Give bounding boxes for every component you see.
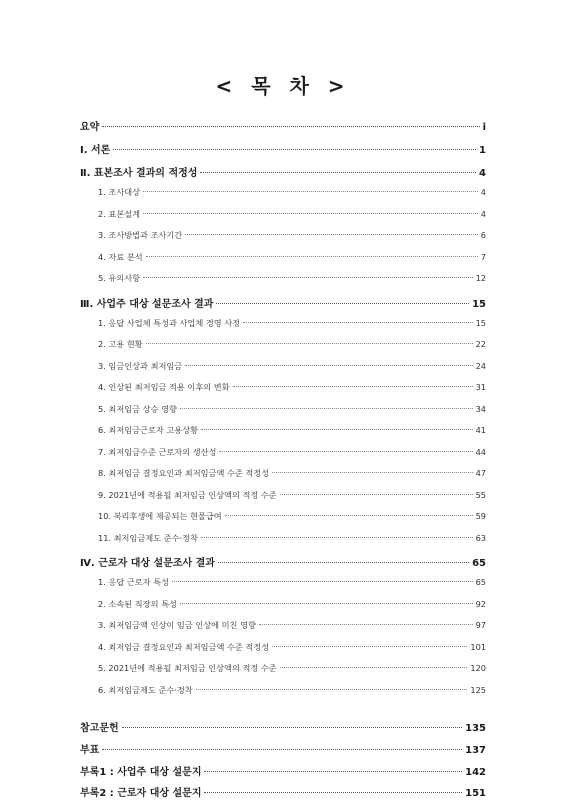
toc-entry-page: 24 xyxy=(475,360,486,371)
toc-subsection[interactable] xyxy=(80,273,486,295)
toc-entry-label: Ⅳ. 근로자 대상 설문조사 결과 xyxy=(80,558,215,569)
toc-entry-label: 부표 xyxy=(80,744,100,756)
page-title: < 목 차 > xyxy=(215,74,351,98)
toc-entry-label: 9. 2021년에 적용될 최저임금 인상액의 적정 수준 xyxy=(98,489,277,500)
toc-subsection[interactable] xyxy=(80,252,486,274)
toc-entry-page: 63 xyxy=(475,532,486,543)
toc-subsection[interactable] xyxy=(80,361,486,383)
dot-leader xyxy=(280,667,468,668)
toc-entry-page: 151 xyxy=(465,788,486,800)
toc-subsection[interactable] xyxy=(80,209,486,231)
dot-leader xyxy=(272,472,472,473)
toc-entry-label: 3. 임금인상과 최저임금 xyxy=(98,360,183,371)
toc-entry-page: 6 xyxy=(480,230,486,240)
dot-leader xyxy=(259,624,473,625)
toc-entry-page: 101 xyxy=(470,641,486,652)
toc-entry-label: 5. 2021년에 적용될 최저임금 인상액의 적정 수준 xyxy=(98,663,277,673)
toc-entry-label: 6. 최저임금제도 준수·정착 xyxy=(98,684,193,695)
toc-section[interactable] xyxy=(80,295,486,318)
toc-entry-label: 참고문헌 xyxy=(80,723,119,734)
toc-entry-label: 1. 응답 사업체 특성과 사업체 경영 사정 xyxy=(98,317,241,328)
dot-leader xyxy=(196,689,468,690)
toc-entry-page: 34 xyxy=(475,403,486,414)
section-gap xyxy=(80,706,486,719)
toc-entry-label: 10. 복리후생에 제공되는 현물급여 xyxy=(98,511,222,521)
toc-subsection[interactable] xyxy=(80,577,486,599)
toc-entry-label: 8. 최저임금 결정요인과 최저임금액 수준 적정성 xyxy=(98,468,270,478)
toc-entry-label: 4. 최저임금 결정요인과 최저임금액 수준 적정성 xyxy=(98,641,270,652)
toc-entry-label: 5. 최저임금 상승 영향 xyxy=(98,403,177,414)
dot-leader xyxy=(143,277,473,278)
dot-leader xyxy=(122,727,462,728)
toc-subsection[interactable] xyxy=(80,425,486,447)
dot-leader xyxy=(102,126,479,127)
toc-entry-page: 31 xyxy=(475,382,486,392)
table-of-contents xyxy=(80,118,486,806)
toc-end-matter[interactable] xyxy=(80,784,486,806)
toc-entry-label: 7. 최저임금수준 근로자의 생산성 xyxy=(98,446,217,457)
toc-subsection[interactable] xyxy=(80,447,486,469)
toc-end-matter[interactable] xyxy=(80,741,486,763)
toc-subsection[interactable] xyxy=(80,620,486,642)
toc-section[interactable] xyxy=(80,554,486,577)
toc-entry-page: 4 xyxy=(480,187,486,197)
dot-leader xyxy=(204,771,462,772)
toc-entry-label: 1. 응답 근로자 특성 xyxy=(98,577,169,587)
toc-entry-page: 55 xyxy=(475,489,486,500)
dot-leader xyxy=(102,749,462,750)
toc-entry-label: 부록2 : 근로자 대상 설문지 xyxy=(80,788,202,800)
dot-leader xyxy=(185,365,472,366)
toc-entry-label: 4. 인상된 최저임금 적용 이후의 변화 xyxy=(98,382,230,392)
toc-subsection[interactable] xyxy=(80,511,486,533)
dot-leader xyxy=(113,149,476,150)
toc-section[interactable] xyxy=(80,164,486,187)
dot-leader xyxy=(204,792,462,793)
toc-subsection[interactable] xyxy=(80,187,486,209)
toc-subsection[interactable] xyxy=(80,490,486,512)
toc-entry-page: 4 xyxy=(480,208,486,219)
toc-entry-label: 요약 xyxy=(80,122,100,133)
toc-entry-page: 65 xyxy=(475,577,486,587)
toc-entry-page: 59 xyxy=(475,511,486,521)
dot-leader xyxy=(146,256,478,257)
toc-entry-page: 65 xyxy=(472,558,486,569)
toc-entry-page: i xyxy=(482,122,486,133)
toc-end-matter[interactable] xyxy=(80,719,486,741)
dot-leader xyxy=(185,234,478,235)
dot-leader xyxy=(219,451,472,452)
toc-entry-label: 2. 고용 현황 xyxy=(98,339,143,349)
dot-leader xyxy=(180,603,473,604)
toc-entry-label: Ⅲ. 사업주 대상 설문조사 결과 xyxy=(80,298,214,310)
dot-leader xyxy=(218,562,469,563)
dot-leader xyxy=(143,191,478,192)
toc-entry-page: 137 xyxy=(465,744,486,756)
dot-leader xyxy=(143,213,478,214)
toc-entry-page: 97 xyxy=(475,620,486,630)
toc-entry-label: 3. 조사방법과 조사기간 xyxy=(98,230,183,240)
toc-entry-label: 1. 조사대상 xyxy=(98,187,141,197)
toc-entry-label: 2. 소속된 직장의 특성 xyxy=(98,598,177,609)
dot-leader xyxy=(180,408,473,409)
dot-leader xyxy=(201,537,473,538)
toc-entry-page: 7 xyxy=(480,251,486,262)
dot-leader xyxy=(272,646,467,647)
dot-leader xyxy=(243,322,473,323)
toc-entry-label: Ⅰ. 서론 xyxy=(80,145,111,156)
toc-end-matter[interactable] xyxy=(80,763,486,785)
toc-subsection[interactable] xyxy=(80,663,486,685)
toc-entry-label: 5. 유의사항 xyxy=(98,273,141,283)
toc-entry-label: Ⅱ. 표본조사 결과의 적정성 xyxy=(80,168,198,179)
toc-entry-label: 11. 최저임금제도 준수·정착 xyxy=(98,532,198,543)
toc-section[interactable] xyxy=(80,118,486,141)
toc-subsection[interactable] xyxy=(80,468,486,490)
dot-leader xyxy=(146,343,473,344)
toc-entry-page: 135 xyxy=(465,723,486,734)
toc-entry-page: 125 xyxy=(470,684,486,695)
toc-entry-page: 142 xyxy=(465,766,486,778)
toc-entry-page: 44 xyxy=(475,446,486,457)
toc-entry-label: 부록1 : 사업주 대상 설문지 xyxy=(80,766,202,778)
toc-entry-page: 92 xyxy=(475,598,486,609)
toc-subsection[interactable] xyxy=(80,685,486,707)
dot-leader xyxy=(225,515,473,516)
dot-leader xyxy=(201,429,473,430)
toc-subsection[interactable] xyxy=(80,404,486,426)
toc-section[interactable] xyxy=(80,141,486,164)
toc-entry-page: 47 xyxy=(475,468,486,478)
toc-subsection[interactable] xyxy=(80,382,486,404)
toc-entry-label: 3. 최저임금액 인상이 임금 인상에 미친 영향 xyxy=(98,620,256,630)
toc-subsection[interactable] xyxy=(80,642,486,664)
toc-entry-page: 15 xyxy=(475,317,486,328)
toc-entry-label: 2. 표본설계 xyxy=(98,208,141,219)
toc-subsection[interactable] xyxy=(80,599,486,621)
toc-subsection[interactable] xyxy=(80,318,486,340)
toc-subsection[interactable] xyxy=(80,533,486,555)
dot-leader xyxy=(172,581,473,582)
toc-entry-label: 6. 최저임금근로자 고용상황 xyxy=(98,425,199,435)
toc-entry-page: 41 xyxy=(475,425,486,435)
dot-leader xyxy=(200,172,476,173)
toc-entry-page: 15 xyxy=(472,298,486,310)
dot-leader xyxy=(216,303,469,304)
toc-subsection[interactable] xyxy=(80,230,486,252)
toc-entry-page: 12 xyxy=(475,273,486,283)
dot-leader xyxy=(233,386,473,387)
toc-subsection[interactable] xyxy=(80,339,486,361)
toc-entry-page: 4 xyxy=(479,168,486,179)
dot-leader xyxy=(280,494,473,495)
toc-entry-page: 22 xyxy=(475,339,486,349)
toc-entry-page: 1 xyxy=(479,145,486,156)
toc-entry-label: 4. 자료 분석 xyxy=(98,251,143,262)
toc-entry-page: 120 xyxy=(470,663,486,673)
